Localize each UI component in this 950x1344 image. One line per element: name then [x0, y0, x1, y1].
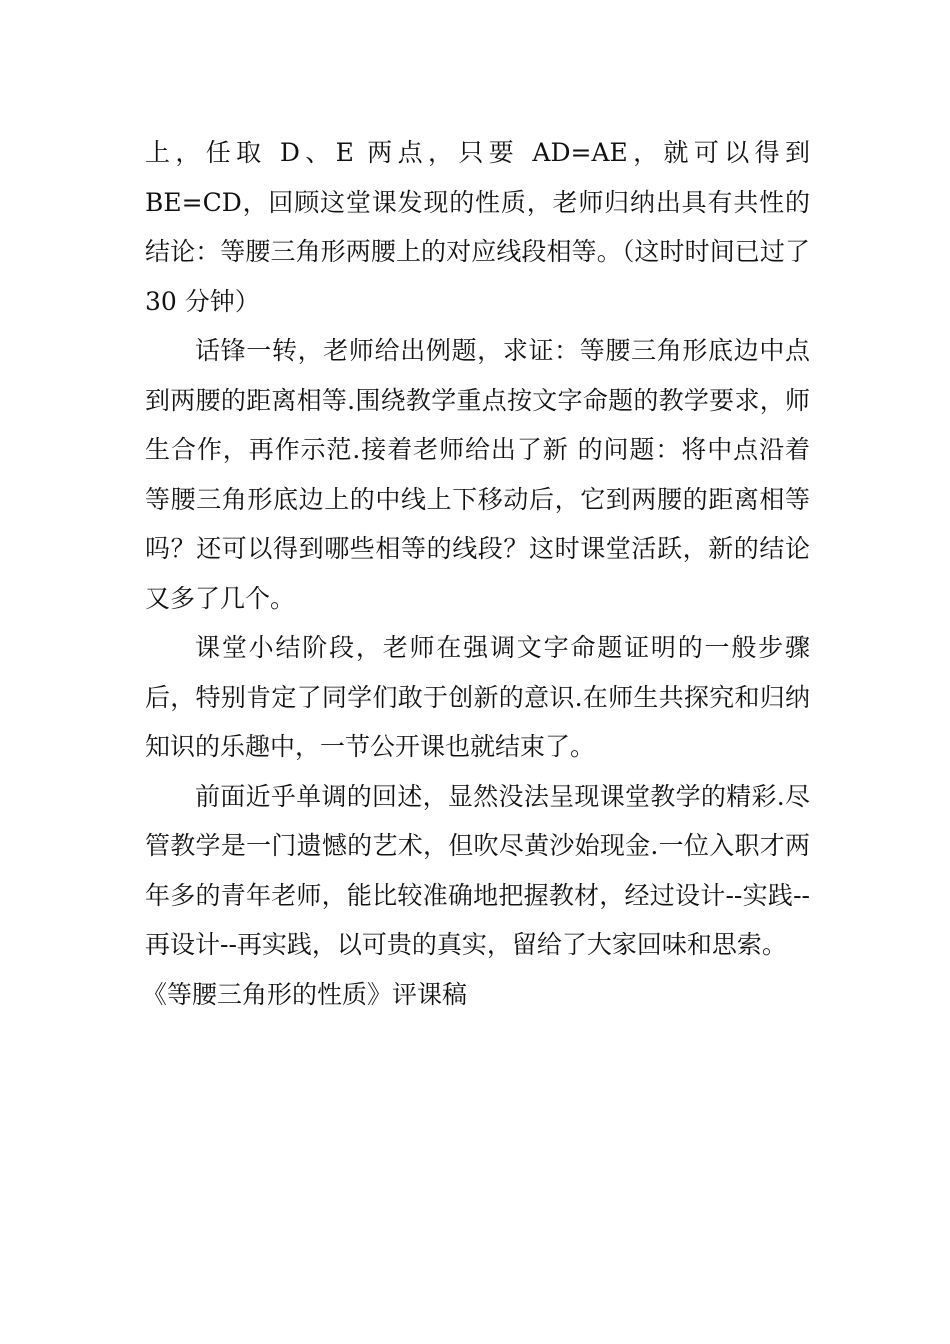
- paragraph-example: 话锋一转，老师给出例题，求证：等腰三角形底边中点到两腰的距离相等.围绕教学重点按文字命题的教学要求，师生合作，再作示范.接着老师给出了新 的问题：将中点沿着等腰三角形底边上的中线上下移动后，它到两腰的距离相等吗？还可以得到哪些相等的线段？这时课堂活跃，新的结论又多了几个。: [145, 336, 810, 613]
- paragraph-conclusion: 上，任取 D、E 两点，只要 AD=AE，就可以得到 BE=CD，回顾这堂课发现的性质，老师归纳出具有共性的结论：等腰三角形两腰上的对应线段相等。（这时时间已过了 30 分钟）: [145, 138, 810, 316]
- document-body: [142, 128, 810, 1019]
- paragraph-summary: 课堂小结阶段，老师在强调文字命题证明的一般步骤后，特别肯定了同学们敢于创新的意识.在师生共探究和归纳知识的乐趣中，一节公开课也就结束了。: [145, 633, 810, 761]
- paragraph-reflection: 前面近乎单调的回述，显然没法呈现课堂教学的精彩.尽管教学是一门遗憾的艺术，但吹尽黄沙始现金.一位入职才两年多的青年老师，能比较准确地把握教材，经过设计--实践--再设计--再实践，以可贵的真实，留给了大家回味和思索。: [145, 781, 810, 959]
- closing-title: 《等腰三角形的性质》评课稿: [142, 979, 468, 1009]
